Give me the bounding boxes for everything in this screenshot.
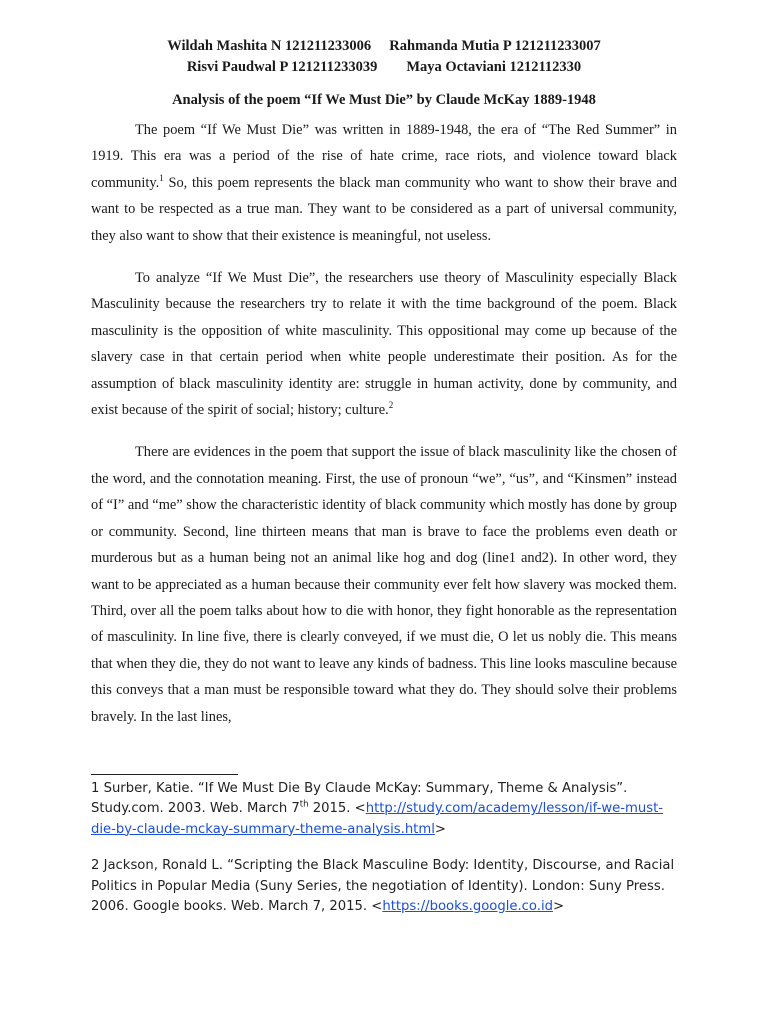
footnote-2-text: 2 Jackson, Ronald L. “Scripting the Black Masculine Body: Identity, Discourse, and Racial Politics in Popular Media (Suny Series, the negotiation of Identity). London: Suny Press. 2006. Google books. Web. March 7, 2015. < bbox=[91, 858, 675, 915]
paragraph-2 bbox=[91, 265, 677, 423]
author-block bbox=[0, 36, 768, 78]
authors-line-1: Wildah Mashita N 121211233006 Rahmanda Mutia P 121211233007 bbox=[167, 38, 601, 54]
footnote-separator bbox=[91, 774, 238, 775]
paragraph-1 bbox=[91, 117, 677, 249]
footnote-2-link[interactable]: https://books.google.co.id bbox=[382, 899, 553, 915]
paragraph-3 bbox=[91, 439, 677, 729]
paragraph-2-text: To analyze “If We Must Die”, the researchers use theory of Masculinity especially Black Masculinity because the researchers try to relate it with the time background of the poem. Black masculinity is the opposition of white masculinity. This oppositional may come up because of the slavery case in that certain period when white people underestimate their position. As for the assumption of black masculinity identity are: struggle in human activity, done by community, and exist because of the spirit of social; history; culture. bbox=[91, 270, 677, 419]
footnotes bbox=[91, 779, 681, 933]
paragraph-1-text-a: The poem “If We Must Die” was written in 1889-1948, the era of “The Red Summer” in 1919. This era was a period of the rise of hate crime, race riots, and violence toward black community. bbox=[91, 122, 677, 191]
footnote-1-text-end: > bbox=[434, 821, 446, 837]
footnote-1-link[interactable]: http://study.com/academy/lesson/if-we-must-die-by-claude-mckay-summary-theme-analysis.html bbox=[91, 801, 663, 837]
paragraph-1-text-b: So, this poem represents the black man community who want to show their brave and want to be respected as a true man. They want to be considered as a part of universal community, they also want to show that their existence is meaningful, not useless. bbox=[91, 174, 677, 244]
footnote-ref-2: 2 bbox=[388, 400, 394, 411]
footnote-2 bbox=[91, 856, 681, 917]
footnote-ref-1: 1 bbox=[159, 173, 164, 184]
document-body bbox=[91, 117, 677, 746]
document-title: Analysis of the poem “If We Must Die” by Claude McKay 1889-1948 bbox=[172, 92, 596, 108]
footnote-2-text-end: > bbox=[552, 899, 565, 915]
footnote-1-text: 1 Surber, Katie. “If We Must Die By Claude McKay: Summary, Theme & Analysis”. Study.com. 2003. Web. March 7 bbox=[91, 781, 628, 817]
footnote-1-text-mid: 2015. < bbox=[308, 801, 366, 817]
footnote-1-ordinal: th bbox=[299, 800, 309, 811]
authors-line-2: Risvi Paudwal P 121211233039 Maya Octaviani 1212112330 bbox=[186, 59, 582, 75]
footnote-1 bbox=[91, 779, 681, 840]
paragraph-3-text: There are evidences in the poem that support the issue of black masculinity like the chosen of the word, and the connotation meaning. First, the use of pronoun “we”, “us”, and “Kinsmen” instead of “I” and “me” show the characteristic identity of black community which mostly has done by group or community. Second, line thirteen means that man is brave to face the problems even death or murderous but as a human being not an animal like hog and dog (line1 and2). In other word, they want to be appreciated as a human because their community ever felt how slavery was mocked them. Third, over all the poem talks about how to die with honor, they fight honorable as the representation of masculinity. In line five, there is clearly conveyed, if we must die, O let us nobly die. This means that when they die, they do not want to leave any kinds of badness. This line looks masculine because this conveys that a man must be responsible toward what they do. They should solve their problems bravely. In the last lines, bbox=[91, 444, 677, 725]
